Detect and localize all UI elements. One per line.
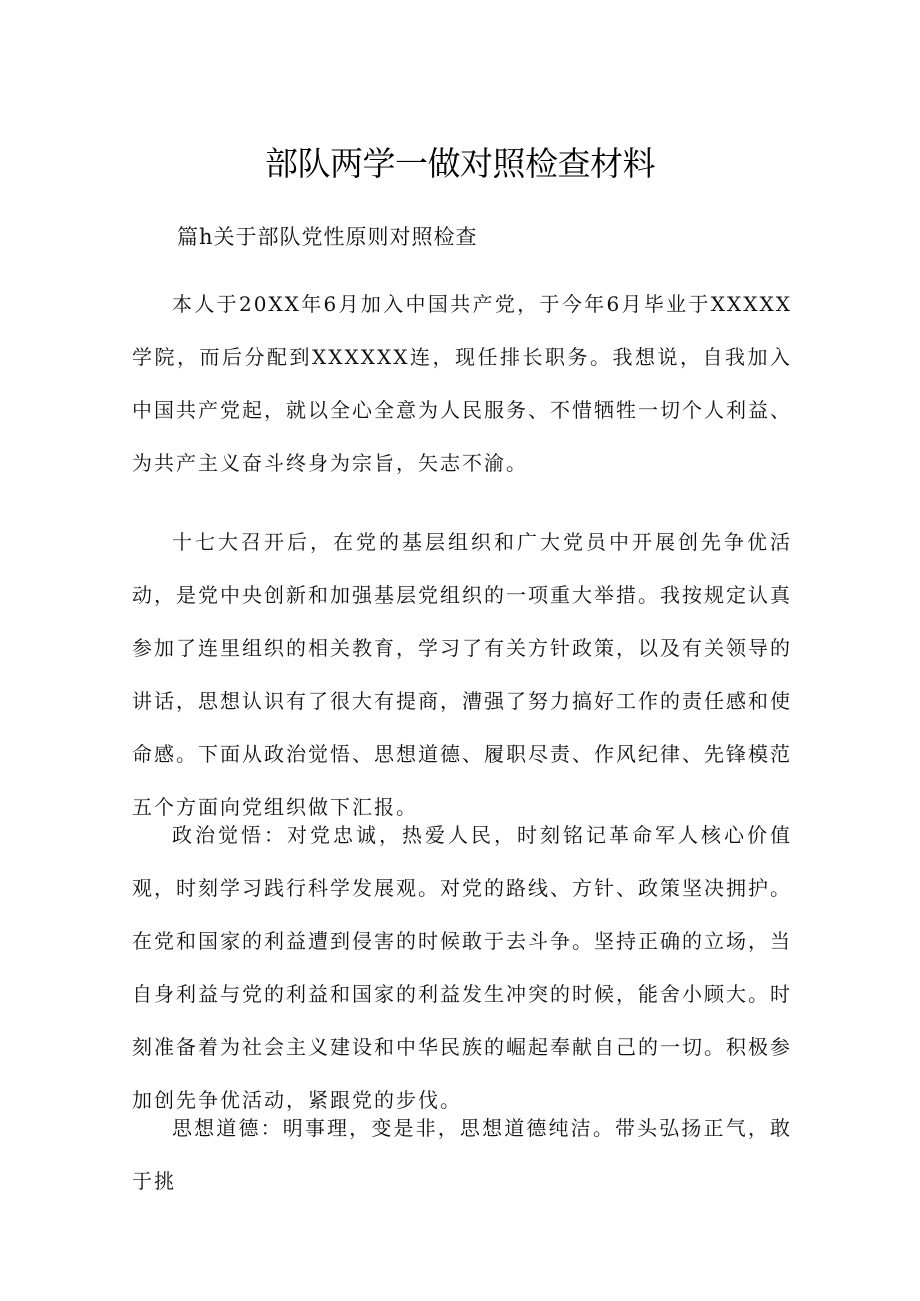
paragraph-ideology-morality: 思想道德：明事理，变是非，思想道德纯洁。带头弘扬正气，敢于挑 (132, 1116, 792, 1193)
section-heading: 篇h关于部队党性原则对照检查 (177, 225, 478, 249)
paragraph-introduction: 本人于20XX年6月加入中国共产党，于今年6月毕业于XXXXX学院，而后分配到XXXXXX连，现任排长职务。我想说，自我加入中国共产党起，就以全心全意为人民服务、不惜牺牲一切个人利益、为共产主义奋斗终身为宗旨，矢志不渝。 (132, 292, 792, 475)
paragraph-activity: 十七大召开后，在党的基层组织和广大党员中开展创先争优活动，是党中央创新和加强基层党组织的一项重大举措。我按规定认真参加了连里组织的相关教育，学习了有关方针政策，以及有关领导的讲话，思想认识有了很大有提商，漕强了努力搞好工作的责任感和使命感。下面从政治觉悟、思想道德、履职尽责、作风纪律、先锋模范五个方面向党组织做下汇报。 (132, 530, 792, 819)
paragraph-political-awareness: 政治觉悟：对党忠诚，热爱人民，时刻铭记革命军人核心价值观，时刻学习践行科学发展观。对党的路线、方针、政策坚决拥护。在党和国家的利益遭到侵害的时候敢于去斗争。坚持正确的立场，当自身利益与党的利益和国家的利益发生冲突的时候，能舍小顾大。时刻准备着为社会主义建设和中华民族的崛起奉献自己的一切。积极参加创先争优活动，紧跟党的步伐。 (132, 823, 792, 1112)
document-title: 部队两学一做对照检查材料 (265, 144, 655, 183)
